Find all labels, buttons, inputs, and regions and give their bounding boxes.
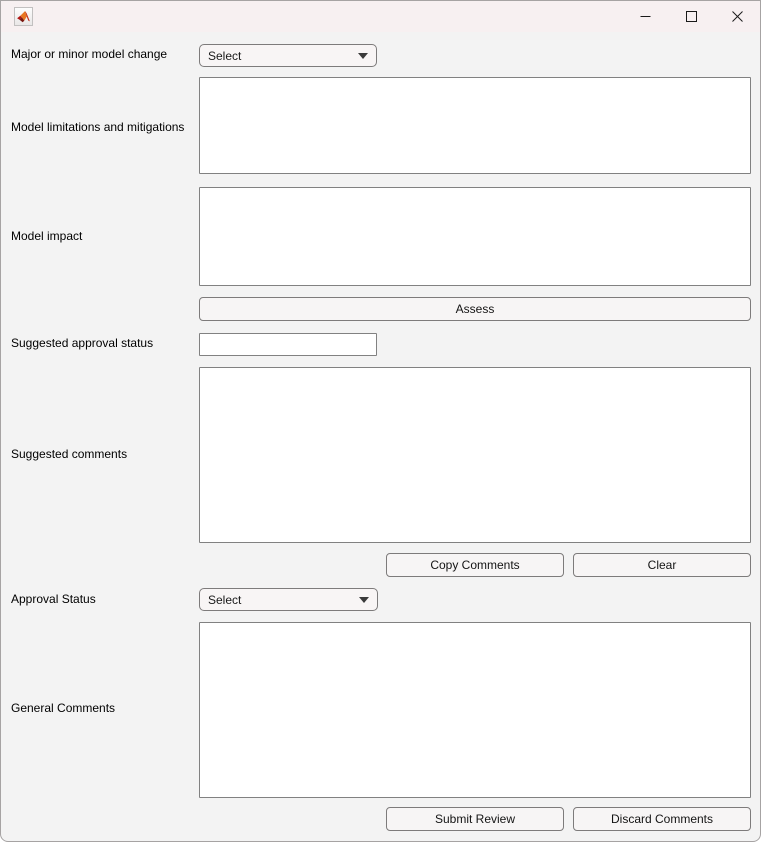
limitations-textarea[interactable]	[199, 77, 751, 174]
impact-label: Model impact	[11, 229, 83, 243]
suggested-comments-label: Suggested comments	[11, 447, 128, 461]
model-change-label: Major or minor model change	[11, 47, 168, 61]
approval-status-dropdown[interactable]	[199, 588, 378, 611]
app-menu-button[interactable]	[14, 7, 33, 26]
suggested-comments-textarea[interactable]	[199, 367, 751, 543]
impact-textarea[interactable]	[199, 187, 751, 286]
discard-comments-button[interactable]: Discard Comments	[573, 807, 751, 831]
approval-status-label: Approval Status	[11, 592, 96, 606]
titlebar[interactable]	[1, 1, 760, 32]
dropdown-arrow-icon	[358, 53, 368, 59]
general-comments-label: General Comments	[11, 701, 116, 715]
minimize-button[interactable]	[622, 1, 668, 32]
maximize-icon	[686, 11, 697, 22]
matlab-logo-icon	[17, 11, 30, 23]
close-icon	[732, 11, 743, 22]
model-change-dropdown-value: Select	[208, 48, 242, 63]
assess-button[interactable]: Assess	[199, 297, 751, 321]
general-comments-textarea[interactable]	[199, 622, 751, 798]
dropdown-arrow-icon	[359, 597, 369, 603]
minimize-icon	[640, 11, 651, 22]
suggested-status-field[interactable]	[199, 333, 377, 356]
model-change-dropdown[interactable]	[199, 44, 377, 67]
window-controls	[622, 1, 760, 32]
maximize-button[interactable]	[668, 1, 714, 32]
limitations-label: Model limitations and mitigations	[11, 120, 185, 134]
close-button[interactable]	[714, 1, 760, 32]
clear-button[interactable]: Clear	[573, 553, 751, 577]
copy-comments-button[interactable]: Copy Comments	[386, 553, 564, 577]
approval-status-dropdown-value: Select	[208, 592, 242, 607]
suggested-status-label: Suggested approval status	[11, 336, 154, 350]
submit-review-button[interactable]: Submit Review	[386, 807, 564, 831]
